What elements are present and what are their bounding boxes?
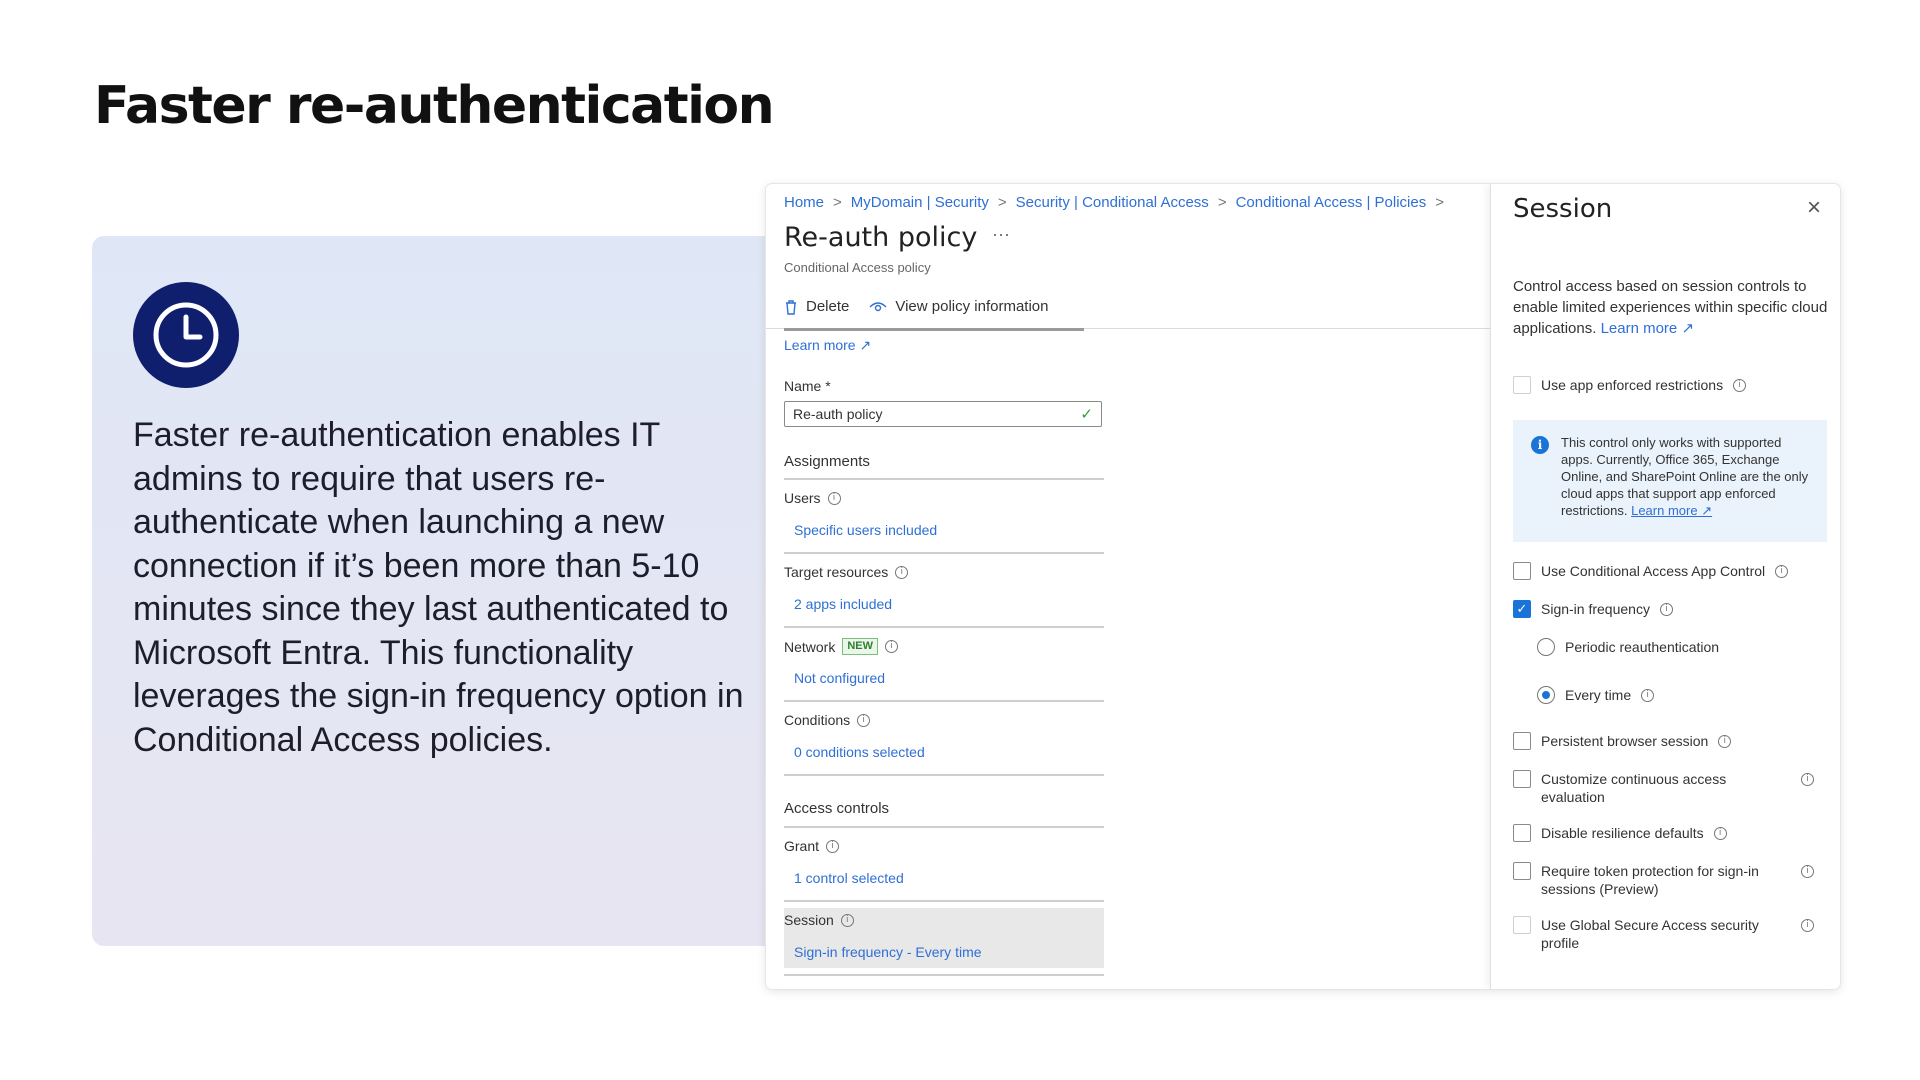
trash-icon — [784, 299, 798, 315]
clock-icon — [133, 282, 239, 388]
assignments-heading: Assignments — [784, 453, 870, 470]
portal-screenshot — [766, 184, 1840, 989]
info-icon[interactable]: i — [1801, 865, 1814, 878]
name-label: Name * — [784, 378, 831, 394]
policy-pane — [766, 184, 1490, 989]
grant-value-link[interactable]: 1 control selected — [794, 870, 904, 886]
gsa-option: Use Global Secure Access security profile i — [1513, 916, 1823, 952]
divider — [784, 478, 1104, 480]
session-value-link[interactable]: Sign-in frequency - Every time — [794, 944, 982, 960]
info-icon[interactable]: i — [1714, 827, 1727, 840]
divider — [784, 826, 1104, 828]
more-options-icon[interactable]: ··· — [992, 224, 1010, 244]
app-enforced-option: Use app enforced restrictions i — [1513, 376, 1823, 394]
info-icon[interactable]: i — [841, 914, 854, 927]
sign-in-frequency-checkbox[interactable]: ✓ — [1513, 600, 1531, 618]
info-icon[interactable]: i — [857, 714, 870, 727]
check-icon: ✓ — [1080, 406, 1093, 423]
divider — [784, 774, 1104, 776]
learn-more-link[interactable]: Learn more ↗ — [784, 337, 872, 353]
session-pane — [1490, 184, 1840, 989]
ca-app-control-option: Use Conditional Access App Control i — [1513, 562, 1823, 580]
token-protection-checkbox[interactable] — [1513, 862, 1531, 880]
resilience-checkbox[interactable] — [1513, 824, 1531, 842]
sign-in-frequency-option: ✓ Sign-in frequency i — [1513, 600, 1823, 618]
conditions-value-link[interactable]: 0 conditions selected — [794, 744, 925, 760]
divider — [784, 552, 1104, 554]
gsa-checkbox[interactable] — [1513, 916, 1531, 934]
clipped-text — [784, 326, 1104, 332]
resilience-option: Disable resilience defaults i — [1513, 824, 1823, 842]
info-icon[interactable]: i — [1641, 689, 1654, 702]
session-label: Session i — [784, 912, 854, 928]
access-controls-heading: Access controls — [784, 800, 890, 817]
periodic-reauth-radio[interactable] — [1537, 638, 1555, 656]
target-resources-label: Target resources i — [784, 564, 908, 580]
info-message: i This control only works with supported apps. Currently, Office 365, Exchange Online, and SharePoint Online are the only cloud apps that support app enforced restrictions. Learn more ↗ — [1513, 420, 1827, 542]
breadcrumb-mydomain-security[interactable]: MyDomain | Security — [850, 194, 989, 211]
info-icon[interactable]: i — [895, 566, 908, 579]
external-link-icon: ↗ — [859, 337, 872, 353]
info-filled-icon: i — [1531, 436, 1549, 454]
periodic-reauth-option: Periodic reauthentication — [1537, 638, 1840, 656]
eye-icon — [869, 300, 887, 314]
users-label: Users i — [784, 490, 841, 506]
cae-option: Customize continuous access evaluation i — [1513, 770, 1823, 806]
every-time-radio[interactable] — [1537, 686, 1555, 704]
delete-button[interactable]: Delete — [784, 298, 849, 315]
breadcrumb: Home > MyDomain | Security > Security | Conditional Access > Conditional Access | Policies > — [784, 194, 1445, 211]
info-icon[interactable]: i — [1801, 773, 1814, 786]
session-pane-title: Session — [1513, 194, 1613, 224]
new-badge: NEW — [842, 638, 878, 655]
page-subtitle: Conditional Access policy — [784, 260, 931, 275]
divider — [784, 700, 1104, 702]
info-icon[interactable]: i — [885, 640, 898, 653]
every-time-option: Every time i — [1537, 686, 1840, 704]
info-icon[interactable]: i — [1660, 603, 1673, 616]
slide-title: Faster re-authentication — [94, 76, 774, 136]
users-value-link[interactable]: Specific users included — [794, 522, 938, 538]
info-icon[interactable]: i — [826, 840, 839, 853]
info-icon[interactable]: i — [1801, 919, 1814, 932]
session-description: Control access based on session controls to enable limited experiences within specific cloud applications. Learn more ↗ — [1513, 278, 1828, 337]
breadcrumb-home[interactable]: Home — [784, 194, 825, 211]
grant-label: Grant i — [784, 838, 839, 854]
name-input[interactable]: Re-auth policy ✓ — [784, 401, 1102, 427]
info-learn-more-link[interactable]: Learn more ↗ — [1631, 503, 1713, 518]
close-icon[interactable]: × — [1806, 194, 1821, 221]
divider — [784, 626, 1104, 628]
description-text: Faster re-authentication enables IT admins to require that users re-authenticate when launching a new connection if it’s been more than 5-10 minutes since they last authenticated to Microsoft Entra. This functionality leverages the sign-in frequency option in Conditional Access policies. — [133, 416, 744, 759]
cae-checkbox[interactable] — [1513, 770, 1531, 788]
info-icon[interactable]: i — [828, 492, 841, 505]
persistent-browser-checkbox[interactable] — [1513, 732, 1531, 750]
divider — [784, 974, 1104, 976]
app-enforced-checkbox[interactable] — [1513, 376, 1531, 394]
breadcrumb-ca-policies[interactable]: Conditional Access | Policies — [1235, 194, 1427, 211]
persistent-browser-option: Persistent browser session i — [1513, 732, 1823, 750]
token-protection-option: Require token protection for sign-in sessions (Preview) i — [1513, 862, 1823, 898]
network-label: Network NEW i — [784, 638, 898, 655]
toolbar — [784, 298, 1049, 315]
info-icon[interactable]: i — [1733, 379, 1746, 392]
breadcrumb-security-ca[interactable]: Security | Conditional Access — [1015, 194, 1209, 211]
page-title: Re-auth policy — [784, 222, 978, 253]
info-icon[interactable]: i — [1775, 565, 1788, 578]
learn-more-link[interactable]: Learn more ↗ — [1600, 320, 1695, 337]
view-policy-info-button[interactable]: View policy information — [869, 298, 1048, 315]
network-value-link[interactable]: Not configured — [794, 670, 886, 686]
divider — [784, 900, 1104, 902]
target-resources-link[interactable]: 2 apps included — [794, 596, 893, 612]
conditions-label: Conditions i — [784, 712, 870, 728]
info-icon[interactable]: i — [1718, 735, 1731, 748]
ca-app-control-checkbox[interactable] — [1513, 562, 1531, 580]
